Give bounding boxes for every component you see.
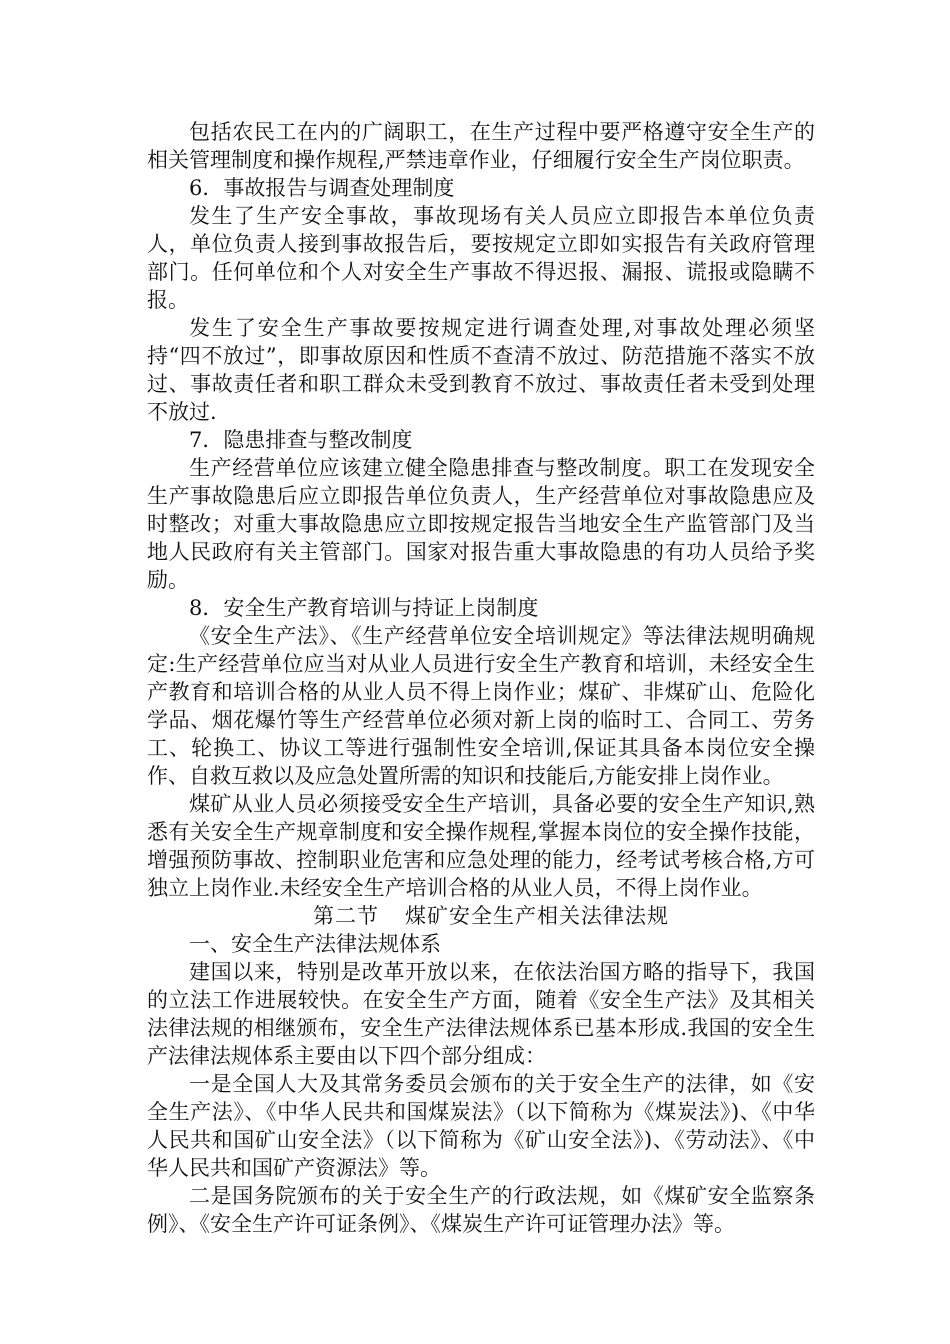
paragraph: 建国以来，特别是改革开放以来，在依法治国方略的指导下，我国的立法工作进展较快。在安全生产方面，随着《安全生产法》及其相关法律法规的相继颁布，安全生产法律法规体系已基本形成.我国的安全生产法律法规体系主要由以下四个部分组成： <box>147 960 815 1068</box>
paragraph: 包括农民工在内的广阔职工，在生产过程中要严格遵守安全生产的相关管理制度和操作规程,严禁违章作业，仔细履行安全生产岗位职责。 <box>147 120 815 172</box>
paragraph: 二是国务院颁布的关于安全生产的行政法规，如《煤矿安全监察条例》、《安全生产许可证条例》、《煤炭生产许可证管理办法》等。 <box>147 1184 815 1236</box>
subheading: 一、安全生产法律法规体系 <box>189 932 441 956</box>
paragraph: 生产经营单位应该建立健全隐患排查与整改制度。职工在发现安全生产事故隐患后应立即报告单位负责人，生产经营单位对事故隐患应及时整改；对重大事故隐患应立即按规定报告当地安全生产监管部门及当地人民政府有关主管部门。国家对报告重大事故隐患的有功人员给予奖励。 <box>147 456 815 592</box>
section-number: 第二节 <box>313 904 379 928</box>
paragraph: 《安全生产法》、《生产经营单位安全培训规定》等法律法规明确规定:生产经营单位应当对从业人员进行安全生产教育和培训，未经安全生产教育和培训合格的从业人员不得上岗作业；煤矿、非煤矿山、危险化学品、烟花爆竹等生产经营单位必须对新上岗的临时工、合同工、劳务工、轮换工、协议工等进行强制性安全培训,保证其具备本岗位安全操作、自救互救以及应急处置所需的知识和技能后,方能安排上岗作业。 <box>147 624 815 788</box>
paragraph: 发生了安全生产事故要按规定进行调查处理,对事故处理必须坚持“四不放过”，即事故原因和性质不查清不放过、防范措施不落实不放过、事故责任者和职工群众未受到教育不放过、事故责任者未受到处理不放过. <box>147 316 815 424</box>
section-title <box>147 902 815 930</box>
paragraph: 一是全国人大及其常务委员会颁布的关于安全生产的法律，如《安全生产法》、《中华人民共和国煤炭法》（以下简称为《煤炭法》)、《中华人民共和国矿山安全法》（以下简称为《矿山安全法》)、《劳动法》、《中华人民共和国矿产资源法》等。 <box>147 1072 815 1180</box>
heading-7: 7．隐患排查与整改制度 <box>189 428 413 452</box>
paragraph: 煤矿从业人员必须接受安全生产培训，具备必要的安全生产知识,熟悉有关安全生产规章制度和安全操作规程,掌握本岗位的安全操作技能，增强预防事故、控制职业危害和应急处理的能力，经考试考核合格,方可独立上岗作业.未经安全生产培训合格的从业人员，不得上岗作业。 <box>147 792 815 900</box>
document-page <box>147 118 815 1238</box>
section-name: 煤矿安全生产相关法律法规 <box>405 904 669 928</box>
paragraph: 发生了生产安全事故，事故现场有关人员应立即报告本单位负责人，单位负责人接到事故报告后，要按规定立即如实报告有关政府管理部门。任何单位和个人对安全生产事故不得迟报、漏报、谎报或隐瞒不报。 <box>147 204 815 312</box>
heading-8: 8．安全生产教育培训与持证上岗制度 <box>189 596 539 620</box>
heading-6: 6．事故报告与调查处理制度 <box>189 176 455 200</box>
